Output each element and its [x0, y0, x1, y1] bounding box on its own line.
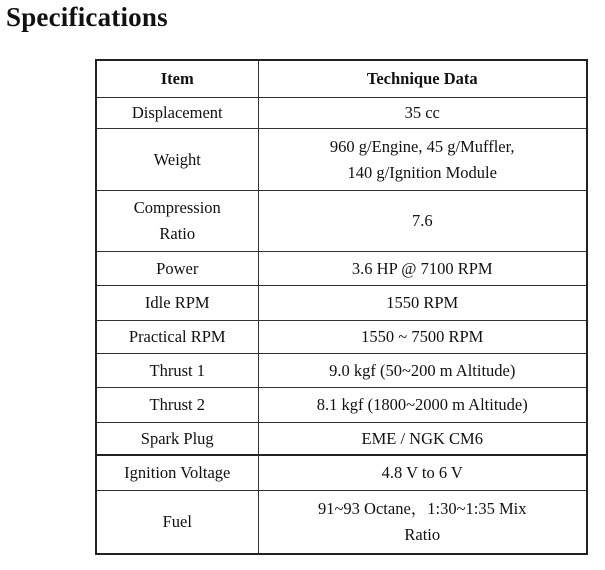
row-item-text: Weight	[153, 149, 201, 169]
row-item	[96, 129, 258, 191]
row-item-text: Thrust 2	[149, 395, 205, 414]
table-row	[96, 98, 587, 129]
row-value-text: EME / NGK CM6	[361, 428, 483, 448]
table-row	[96, 491, 587, 555]
row-item-text: Power	[156, 258, 199, 278]
row-item-text: Compression Ratio	[133, 198, 221, 243]
row-item	[96, 491, 258, 555]
row-item	[96, 252, 258, 286]
row-value	[258, 129, 587, 191]
row-item-text: Practical RPM	[128, 327, 226, 346]
table-header-row	[96, 60, 587, 98]
table-row	[96, 252, 587, 286]
row-value-text: 960 g/Engine, 45 g/Muffler, 140 g/Ignition Module	[329, 136, 515, 182]
row-item	[96, 455, 258, 491]
table-row	[96, 354, 587, 388]
row-item-text: Spark Plug	[140, 428, 214, 448]
row-value-text: 91~93 Octane，1:30~1:35 Mix Ratio	[318, 499, 527, 544]
table-row	[96, 321, 587, 354]
row-item-text: Displacement	[131, 103, 223, 122]
table-row	[96, 455, 587, 491]
row-item-text: Thrust 1	[149, 360, 205, 380]
row-value-text: 35 cc	[404, 103, 440, 122]
table-row	[96, 191, 587, 252]
row-value-text: 8.1 kgf (1800~2000 m Altitude)	[316, 395, 528, 414]
row-item	[96, 388, 258, 423]
row-value	[258, 423, 587, 456]
page-title: Specifications	[6, 2, 168, 32]
row-value	[258, 286, 587, 321]
table-row	[96, 423, 587, 456]
specifications-table	[95, 59, 588, 555]
row-item	[96, 354, 258, 388]
row-value	[258, 191, 587, 252]
row-value	[258, 321, 587, 354]
row-item	[96, 191, 258, 252]
row-value-text: 7.6	[411, 211, 433, 230]
row-item	[96, 98, 258, 129]
row-value	[258, 98, 587, 129]
row-value	[258, 455, 587, 491]
row-value-text: 3.6 HP @ 7100 RPM	[351, 258, 493, 278]
row-item-text: Ignition Voltage	[124, 463, 231, 482]
row-item	[96, 321, 258, 354]
row-value-text: 1550 ~ 7500 RPM	[361, 327, 484, 346]
row-item-text: Idle RPM	[144, 293, 210, 312]
table-row	[96, 388, 587, 423]
row-value	[258, 354, 587, 388]
row-item	[96, 286, 258, 321]
row-value	[258, 252, 587, 286]
header-item: Item	[96, 60, 258, 98]
row-value-text: 4.8 V to 6 V	[381, 463, 463, 482]
header-technique-data: Technique Data	[258, 60, 587, 98]
row-value-text: 1550 RPM	[386, 293, 459, 312]
row-value	[258, 491, 587, 555]
row-value	[258, 388, 587, 423]
table-row	[96, 129, 587, 191]
row-item-text: Fuel	[162, 512, 192, 531]
row-value-text: 9.0 kgf (50~200 m Altitude)	[329, 360, 516, 380]
table-row	[96, 286, 587, 321]
row-item	[96, 423, 258, 456]
